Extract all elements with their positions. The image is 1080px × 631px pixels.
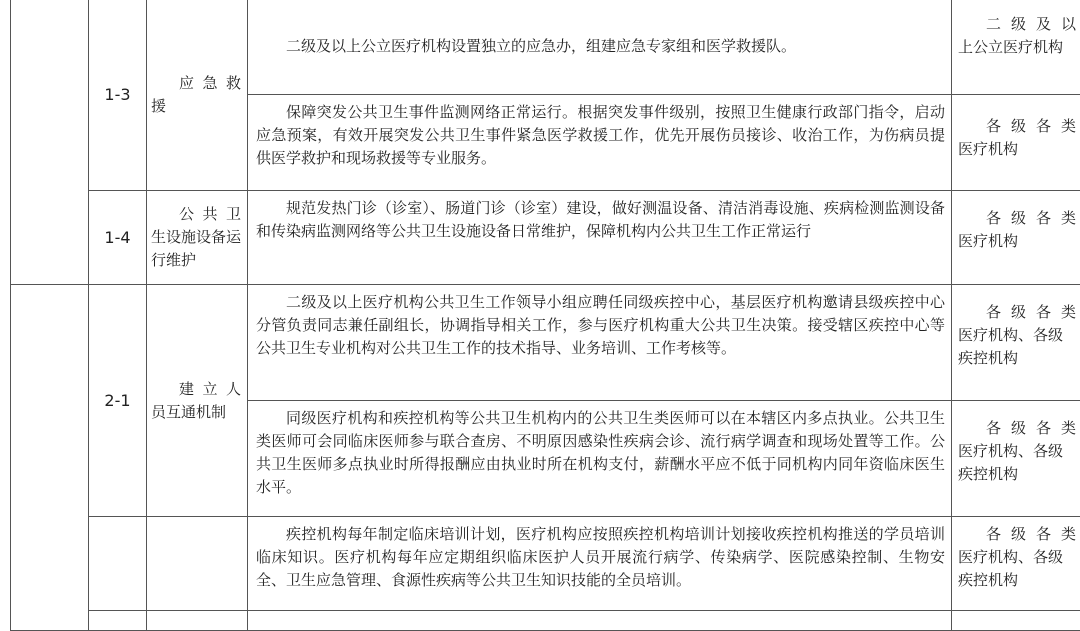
scope-line1: 各 级 各 类: [958, 207, 1076, 230]
table-row: [11, 517, 1080, 611]
table-row: [11, 0, 1080, 95]
scope-cell: [952, 191, 1080, 285]
item-name: [147, 191, 248, 285]
content-cell: [248, 191, 952, 285]
item-name-rest: 生设施设备运行维护: [151, 228, 241, 269]
table-row: [11, 191, 1080, 285]
content-text: 规范发热门诊（诊室）、肠道门诊（诊室）建设，做好测温设备、清洁消毒设施、疾病检测监测设备和传染病监测网络等公共卫生设施设备日常维护，保障机构内公共卫生工作正常运行: [256, 197, 945, 243]
item-number: 2-1: [89, 285, 147, 517]
item-name-rest: 援: [151, 97, 166, 115]
item-name: [147, 285, 248, 517]
scope-rest: 医疗机构: [958, 232, 1018, 250]
content-cell: [248, 95, 952, 191]
scope-rest: 医疗机构: [958, 140, 1018, 158]
policy-table: [10, 0, 1080, 631]
content-cell: [248, 285, 952, 401]
scope-cell: [952, 401, 1080, 517]
item-name-line1: 应 急 救: [151, 72, 241, 95]
scope-line1: 二 级 及 以: [958, 13, 1076, 36]
content-cell: [248, 0, 952, 95]
scope-line1: 各 级 各 类: [958, 523, 1076, 546]
item-name: [147, 0, 248, 191]
scope-line1: 各 级 各 类: [958, 115, 1076, 138]
scope-rest: 医疗机构、各级疾控机构: [958, 326, 1063, 367]
category-cell: [11, 0, 89, 285]
item-number: 1-3: [89, 0, 147, 191]
scope-cell: [952, 0, 1080, 95]
scope-rest: 医疗机构、各级疾控机构: [958, 442, 1063, 483]
scope-line1: 各 级 各 类: [958, 417, 1076, 440]
scope-cell: [952, 517, 1080, 611]
content-text: 二级及以上公立医疗机构设置独立的应急办，组建应急专家组和医学救援队。: [256, 35, 945, 58]
item-name-line1: 公 共 卫: [151, 203, 241, 226]
category-cell: [11, 285, 89, 631]
scope-rest: 上公立医疗机构: [958, 38, 1063, 56]
scope-cell: [952, 285, 1080, 401]
content-cell: [248, 517, 952, 611]
table-row: [11, 611, 1080, 631]
empty-cell: [147, 611, 248, 631]
content-text: 同级医疗机构和疾控机构等公共卫生机构内的公共卫生类医师可以在本辖区内多点执业。公共卫生类医师可会同临床医师参与联合查房、不明原因感染性疾病会诊、流行病学调查和现场处置等工作。公共卫生医师多点执业时所得报酬应由执业时所在机构支付，薪酬水平应不低于同机构内同年资临床医生水平。: [256, 407, 945, 499]
item-number: 1-4: [89, 191, 147, 285]
content-text: 疾控机构每年制定临床培训计划，医疗机构应按照疾控机构培训计划接收疾控机构推送的学员培训临床知识。医疗机构每年应定期组织临床医护人员开展流行病学、传染病学、医院感染控制、生物安全、卫生应急管理、食源性疾病等公共卫生知识技能的全员培训。: [256, 523, 945, 592]
scope-cell: [952, 95, 1080, 191]
scope-rest: 医疗机构、各级疾控机构: [958, 548, 1063, 589]
item-name-line1: 建 立 人: [151, 378, 241, 401]
scope-line1: 各 级 各 类: [958, 301, 1076, 324]
content-text: 保障突发公共卫生事件监测网络正常运行。根据突发事件级别，按照卫生健康行政部门指令，启动应急预案，有效开展突发公共卫生事件紧急医学救援工作，优先开展伤员接诊、收治工作，为伤病员提供医学救护和现场救援等专业服务。: [256, 101, 945, 170]
table-row: [11, 285, 1080, 401]
empty-cell: [952, 611, 1080, 631]
item-name: [147, 517, 248, 611]
empty-cell: [89, 611, 147, 631]
content-text: 二级及以上医疗机构公共卫生工作领导小组应聘任同级疾控中心，基层医疗机构邀请县级疾控中心分管负责同志兼任副组长，协调指导相关工作，参与医疗机构重大公共卫生决策。接受辖区疾控中心等公共卫生专业机构对公共卫生工作的技术指导、业务培训、工作考核等。: [256, 291, 945, 360]
item-name-rest: 员互通机制: [151, 403, 226, 421]
content-cell: [248, 401, 952, 517]
item-number: [89, 517, 147, 611]
empty-cell: [248, 611, 952, 631]
